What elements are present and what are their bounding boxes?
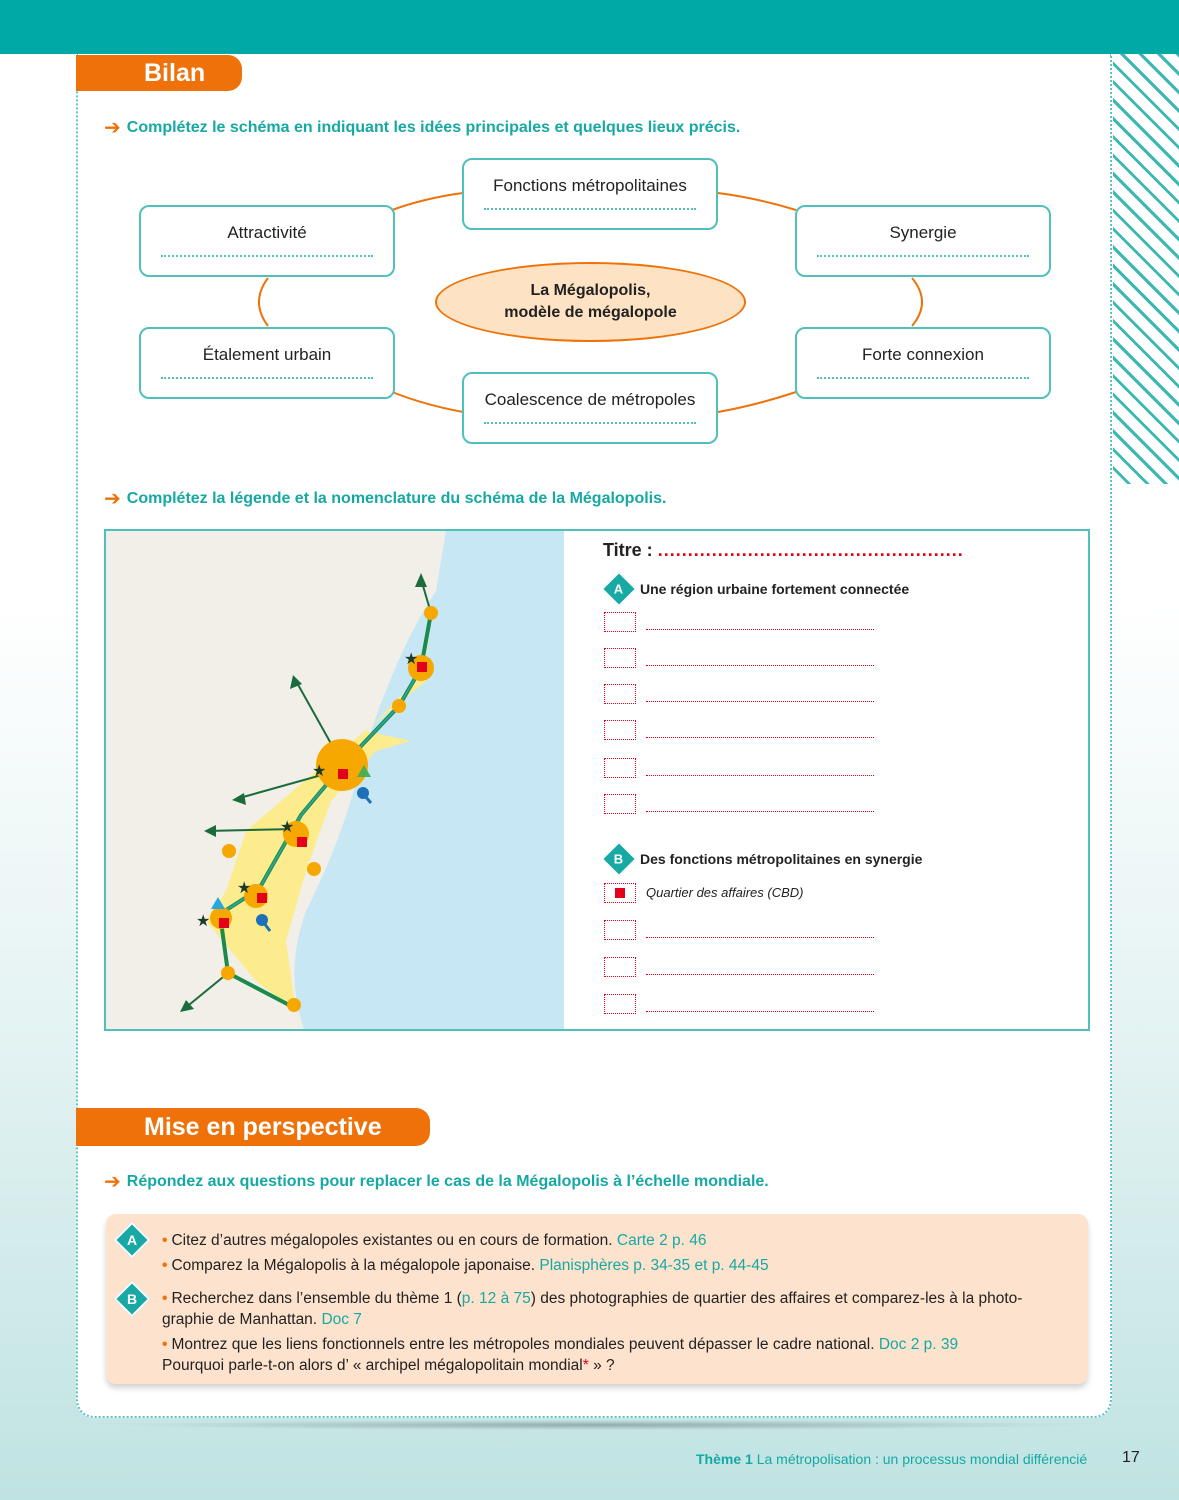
cbd-square-icon [615,888,625,898]
legend-section-a [608,578,909,600]
instruction-legende [104,486,666,511]
question-a2: • Comparez la Mégalopolis à la mégalopole japonaise. Planisphères p. 34-35 et p. 44-45 [162,1257,769,1274]
svg-text:★: ★ [237,878,252,897]
svg-text:★: ★ [196,911,211,930]
box-fonctions-metropolitaines [462,158,718,230]
section-tab-perspective [76,1108,430,1146]
arrow-right-icon: ➔ [104,1171,121,1193]
ref-link[interactable]: Doc 7 [321,1311,362,1328]
legend-row-b1[interactable] [604,920,874,942]
legend-row-b2[interactable] [604,957,874,979]
center-ellipse [435,262,746,342]
center-line-1: La Mégalopolis, [530,282,651,299]
box-synergie [795,205,1051,277]
perspective-title: Mise en perspective [144,1112,382,1141]
diamond-b-icon: B [603,843,634,874]
question-b2: • Montrez que les liens fonctionnels entre les métropoles mondiales peuvent dépasser le cadre national. Doc 2 p. 39 Pourquoi parle-t-on alors d’ « archipel mégalopolitain mondial* » ? [162,1336,959,1374]
box-label: Étalement urbain [202,345,332,364]
legend-row-a5[interactable] [604,758,874,780]
center-line-2: modèle de mégalopole [504,304,677,321]
instruction-perspective-text: Répondez aux questions pour replacer le cas de la Mégalopolis à l’échelle mondiale. [126,1172,769,1190]
legend-section-a-heading: Une région urbaine fortement connectée [640,581,910,597]
arrow-right-icon: ➔ [104,488,121,510]
answer-line[interactable] [161,255,373,257]
ref-link[interactable]: Carte 2 p. 46 [616,1232,707,1249]
svg-text:★: ★ [312,761,327,780]
footer-theme [696,1451,1087,1467]
svg-text:★: ★ [404,649,419,668]
question-a1: • Citez d’autres mégalopoles existantes ou en cours de formation. Carte 2 p. 46 [162,1232,707,1249]
box-etalement-urbain [139,327,395,399]
instruction-perspective [104,1169,769,1194]
box-label: Coalescence de métropoles [484,390,696,409]
instruction-legende-text: Complétez la légende et la nomenclature du schéma de la Mégalopolis. [126,489,667,507]
page-number: 17 [1122,1449,1140,1466]
card-shadow [110,1420,1090,1430]
legend-title-label: Titre : [603,540,653,560]
legend-title-dots[interactable]: ................................................... [657,540,964,560]
megalopolis-map [106,531,564,1029]
box-label: Forte connexion [862,345,984,364]
diamond-a-icon: A [603,573,634,604]
diamond-b-icon: B [114,1281,151,1318]
box-coalescence [462,372,718,444]
questions-box [106,1214,1088,1384]
legend-row-b3[interactable] [604,994,874,1016]
legend-section-b-heading: Des fonctions métropolitaines en synergie [640,851,923,867]
legend-cbd-label: Quartier des affaires (CBD) [646,885,804,900]
answer-line[interactable] [484,208,696,210]
bilan-title: Bilan [144,58,206,87]
ref-link[interactable]: p. 12 à 75 [461,1290,531,1307]
svg-text:★: ★ [280,817,295,836]
legend-row-a2[interactable] [604,648,874,670]
answer-line[interactable] [817,377,1029,379]
legend-row-a6[interactable] [604,794,874,816]
ref-link[interactable]: Doc 2 p. 39 [878,1336,959,1353]
legend-title [603,540,964,561]
footer-theme-label: Thème 1 [696,1451,753,1467]
box-attractivite [139,205,395,277]
legend-row-cbd [604,883,874,905]
answer-line[interactable] [817,255,1029,257]
arrow-right-icon: ➔ [104,117,121,139]
footer-subtitle: La métropolisation : un processus mondial différencié [752,1451,1088,1467]
answer-line[interactable] [161,377,373,379]
box-label: Fonctions métropolitaines [493,176,687,195]
answer-line[interactable] [484,422,696,424]
legend-row-a1[interactable] [604,612,874,634]
box-label: Synergie [889,223,957,242]
instruction-schema-text: Complétez le schéma en indiquant les idées principales et quelques lieux précis. [126,118,741,136]
box-label: Attractivité [227,223,307,242]
legend-row-a4[interactable] [604,720,874,742]
legend-section-b [608,848,922,870]
box-forte-connexion [795,327,1051,399]
legend-row-a3[interactable] [604,684,874,706]
question-b1: • Recherchez dans l’ensemble du thème 1 (p. 12 à 75) des photographies de quartier des affaires et comparez-les à la photo- graphie de Manhattan. Doc 7 [162,1290,1023,1328]
ref-link[interactable]: Planisphères p. 34-35 et p. 44-45 [539,1257,769,1274]
diamond-a-icon: A [114,1222,151,1259]
